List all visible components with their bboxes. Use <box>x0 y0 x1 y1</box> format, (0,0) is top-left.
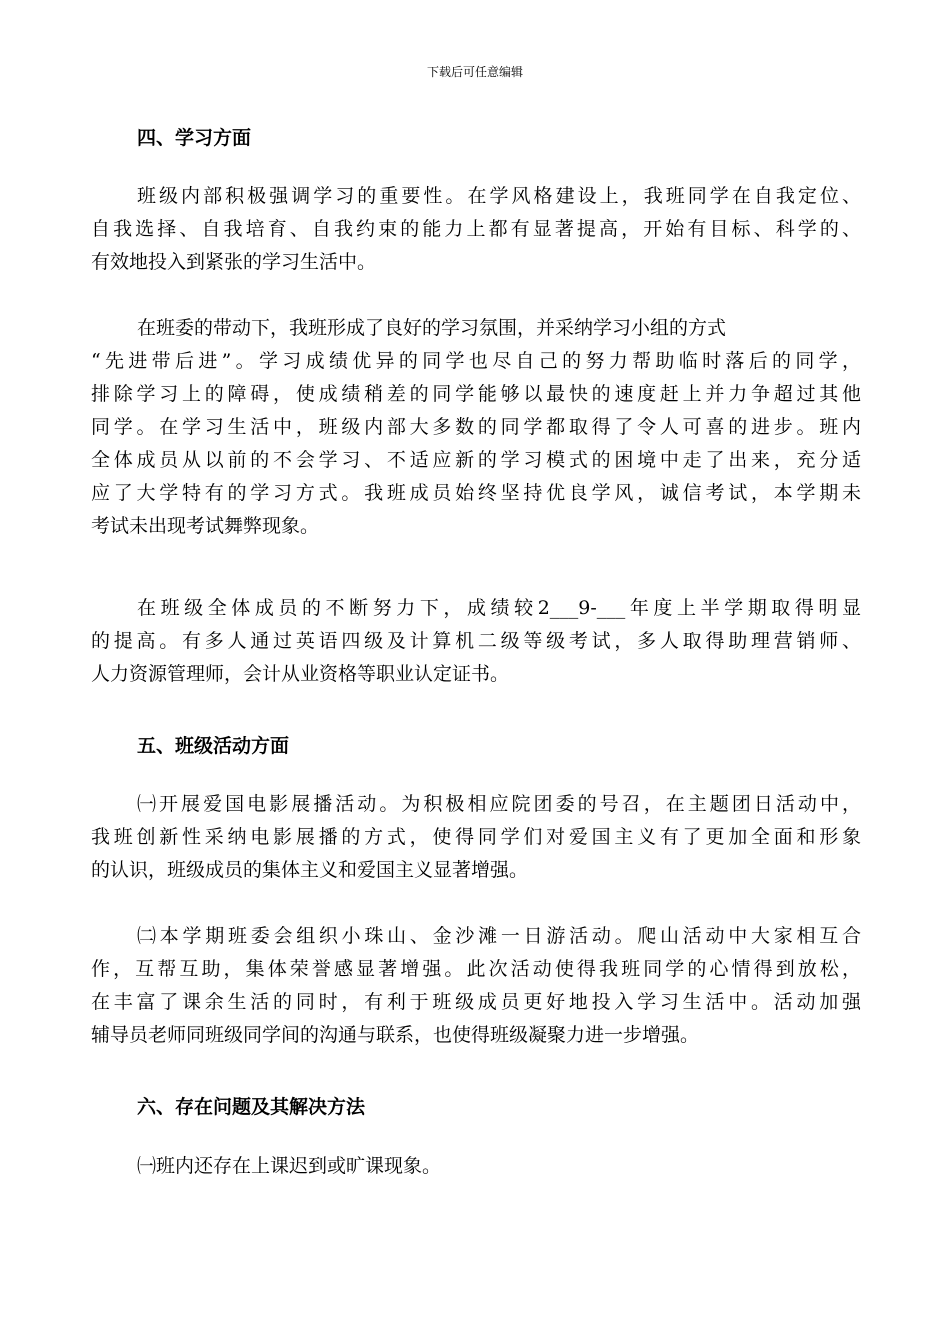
paragraph <box>91 1150 861 1183</box>
text-line: 的提高。有多人通过英语四级及计算机二级等级考试，多人取得助理营销师、 <box>91 630 861 652</box>
text-line: ㈠班内还存在上课迟到或旷课现象。 <box>137 1155 442 1177</box>
text-line: 考试未出现考试舞弊现象。 <box>91 515 320 537</box>
text-line: 人力资源管理师，会计从业资格等职业认定证书。 <box>91 663 510 685</box>
text-line: 我班创新性采纳电影展播的方式，使得同学们对爱国主义有了更加全面和形象 <box>91 826 861 848</box>
text-line: 同学。在学习生活中，班级内部大多数的同学都取得了令人可喜的进步。班内 <box>91 416 861 438</box>
text-line: 辅导员老师同班级同学间的沟通与联系，也使得班级凝聚力进一步增强。 <box>91 1024 700 1046</box>
page-header: 下载后可任意编辑 <box>426 65 523 79</box>
text-line: ㈠开展爱国电影展播活动。为积极相应院团委的号召，在主题团日活动中， <box>137 793 861 815</box>
text-line: “先进带后进”。学习成绩优异的同学也尽自己的努力帮助临时落后的同学， <box>91 350 861 372</box>
text-line: 有效地投入到紧张的学习生活中。 <box>91 251 377 273</box>
text-line: 在班级全体成员的不断努力下，成绩较2___9-___年度上半学期取得明显 <box>137 597 861 619</box>
text-line: ㈡本学期班委会组织小珠山、金沙滩一日游活动。爬山活动中大家相互合 <box>137 925 861 947</box>
text-line: 排除学习上的障碍，使成绩稍差的同学能够以最快的速度赶上并力争超过其他 <box>91 383 861 405</box>
paragraph <box>91 920 861 1052</box>
section-heading-problems: 六、存在问题及其解决方法 <box>137 1096 366 1118</box>
paragraph <box>91 180 861 279</box>
text-line: 班级内部积极强调学习的重要性。在学风格建设上，我班同学在自我定位、 <box>137 185 861 207</box>
paragraph <box>91 592 861 691</box>
text-line: 在丰富了课余生活的同时，有利于班级成员更好地投入学习生活中。活动加强 <box>91 991 861 1013</box>
section-heading-study: 四、学习方面 <box>137 127 252 149</box>
text-line: 自我选择、自我培育、自我约束的能力上都有显著提高，开始有目标、科学的、 <box>91 218 861 240</box>
text-line: 在班委的带动下，我班形成了良好的学习氛围，并采纳学习小组的方式 <box>137 317 727 339</box>
text-line: 应了大学特有的学习方式。我班成员始终坚持优良学风，诚信考试，本学期未 <box>91 482 861 504</box>
text-line: 的认识，班级成员的集体主义和爱国主义显著增强。 <box>91 859 529 881</box>
text-line: 全体成员从以前的不会学习、不适应新的学习模式的困境中走了出来，充分适 <box>91 449 861 471</box>
text-line: 作，互帮互助，集体荣誉感显著增强。此次活动使得我班同学的心情得到放松， <box>91 958 861 980</box>
section-heading-class-activities: 五、班级活动方面 <box>137 735 290 757</box>
paragraph <box>91 312 861 543</box>
paragraph <box>91 788 861 887</box>
